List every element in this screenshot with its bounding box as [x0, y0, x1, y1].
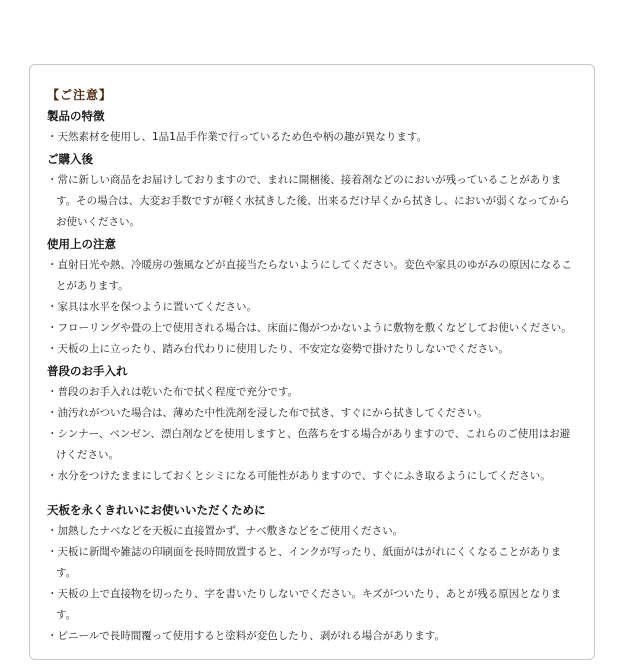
list-item: ・天板の上で直接物を切ったり、字を書いたりしないでください。キズがついたり、あとが残る原因となります。	[47, 588, 562, 621]
list-item: ・家具は水平を保つように置いてください。	[47, 301, 257, 313]
section-tabletop-care	[47, 502, 578, 647]
section-heading: 製品の特徴	[47, 109, 105, 123]
section-product-features	[47, 108, 578, 148]
list-item: ・水分をつけたままにしておくとシミになる可能性がありますので、すぐにふき取るようにしてください。	[47, 470, 551, 482]
notice-box	[29, 64, 595, 660]
list-item: ・直射日光や熱、冷暖房の強風などが直接当たらないようにしてください。変色や家具のゆがみの原因になることがあります。	[47, 259, 572, 292]
list-item: ・常に新しい商品をお届けしておりますので、まれに開梱後、接着剤などのにおいが残っていることがあります。その場合は、大変お手数ですが軽く水拭きした後、出来るだけ早くから拭きし、においが弱くなってからお使いください。	[47, 174, 570, 228]
list-item: ・フローリングや畳の上で使用される場合は、床面に傷がつかないように敷物を敷くなどしてお使いください。	[47, 322, 572, 334]
notice-title: 【ご注意】	[47, 88, 113, 102]
section-usage-precautions	[47, 236, 578, 360]
list-item: ・シンナー、ベンゼン、漂白剤などを使用しますと、色落ちをする場合がありますので、これらのご使用はお避けください。	[47, 428, 571, 461]
list-item: ・天然素材を使用し、1品1品手作業で行っているため色や柄の趣が異なります。	[47, 131, 428, 143]
section-heading: 普段のお手入れ	[47, 364, 128, 378]
section-daily-care	[47, 363, 578, 487]
list-item: ・天板の上に立ったり、踏み台代わりに使用したり、不安定な姿勢で掛けたりしないでください。	[47, 343, 509, 355]
list-item: ・ビニールで長時間覆って使用すると塗料が変色したり、剥がれる場合があります。	[47, 630, 445, 642]
list-item: ・油汚れがついた場合は、薄めた中性洗剤を浸した布で拭き、すぐにから拭きしてください。	[47, 407, 488, 419]
section-heading: 使用上の注意	[47, 237, 116, 251]
section-after-purchase	[47, 151, 578, 233]
list-item: ・加熱したナベなどを天板に直接置かず、ナベ敷きなどをご使用ください。	[47, 525, 404, 537]
list-item: ・普段のお手入れは乾いた布で拭く程度で充分です。	[47, 386, 299, 398]
section-heading: 天板を永くきれいにお使いいただくために	[47, 503, 266, 517]
section-heading: ご購入後	[47, 152, 93, 166]
list-item: ・天板に新聞や雑誌の印刷面を長時間放置すると、インクが写ったり、紙面がはがれにくくなることがあります。	[47, 546, 562, 579]
